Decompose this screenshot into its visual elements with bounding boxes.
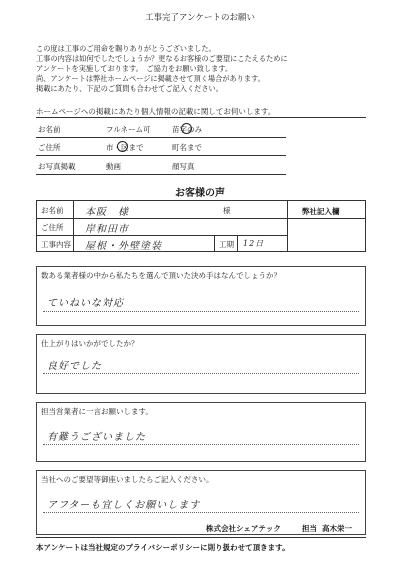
answer-text[interactable]: ていねいな対応: [47, 298, 124, 309]
question-text: 当社へのご要望等御座いましたらご記入ください。: [41, 475, 214, 484]
divider: [37, 218, 287, 219]
name-value[interactable]: 本阪 様: [85, 207, 129, 218]
name-label: お名前: [41, 206, 64, 215]
page-title: 工事完了アンケートのお願い: [145, 13, 255, 23]
period-value[interactable]: 12日: [243, 239, 265, 248]
privacy-label-name: お名前: [38, 125, 61, 134]
voice-heading: お客様の声: [175, 188, 225, 199]
privacy-option-fullname[interactable]: フルネーム可: [106, 125, 151, 134]
question-text: 担当営業者に一言お願いします。: [41, 407, 153, 416]
period-label: 工期: [219, 240, 234, 249]
divider: [37, 235, 287, 236]
address-value[interactable]: 岸和田市: [85, 224, 129, 235]
privacy-label-address: ご住所: [38, 143, 61, 152]
divider: [36, 537, 366, 538]
privacy-label-photo: お写真掲載: [38, 162, 76, 171]
question-box: [36, 334, 366, 394]
question-box: [36, 266, 366, 326]
work-value[interactable]: 屋根・外壁塗装: [85, 241, 162, 252]
divider: [287, 201, 288, 252]
privacy-option-video[interactable]: 動画: [106, 162, 121, 171]
intro-line: 工事の内容は如何でしたでしょうか？更なるお客様のご要望にこたえるために: [36, 54, 288, 63]
divider: [237, 235, 238, 252]
divider: [36, 137, 286, 138]
address-label: ご住所: [41, 223, 64, 232]
intro-line: 掲載にあたり、下記のご質問も合わせてご記入ください。: [36, 84, 223, 93]
work-label: 工事内容: [41, 240, 71, 249]
privacy-option-surname[interactable]: 苗字のみ: [172, 125, 202, 134]
question-text: 仕上がりはいかがでしたか？: [41, 339, 139, 348]
intro-line: この度は工事のご用命を賜りありがとうございました。: [36, 44, 216, 53]
question-box: [36, 402, 366, 462]
divider: [36, 155, 286, 156]
divider: [73, 201, 74, 252]
answer-text[interactable]: アフターも宜しくお願いします: [47, 500, 201, 511]
selected-circle-mark: [181, 123, 192, 134]
honorific: 様: [223, 206, 231, 215]
staff-name: 高木栄一: [322, 524, 352, 533]
privacy-option-town[interactable]: 町名まで: [172, 143, 202, 152]
answer-line: [43, 373, 359, 374]
divider: [36, 117, 366, 118]
divider: [287, 218, 366, 219]
answer-text[interactable]: 有難うございました: [47, 432, 146, 443]
divider: [214, 235, 215, 252]
answer-text[interactable]: 良好でした: [47, 361, 102, 372]
intro-text: [36, 44, 376, 94]
privacy-option-city[interactable]: 市・区まで: [106, 143, 144, 152]
question-text: 数ある業者様の中から私たちを選んで頂いた決め手はなんでしょうか？: [41, 271, 281, 280]
selected-circle-mark: [117, 141, 128, 152]
answer-line: [43, 444, 359, 445]
intro-line: アンケートを実施しております。 ご協力をお願い致します。: [36, 64, 233, 73]
intro-line: 尚、アンケートは弊社ホームページに掲載させて頂く場合があります。: [36, 74, 265, 83]
company-entry-label: 弊社記入欄: [302, 207, 340, 216]
staff-label: 担当: [302, 524, 317, 533]
customer-info-box: [36, 200, 366, 252]
privacy-option-face-photo[interactable]: 顔写真: [172, 162, 195, 171]
company-name: 株式会社シェアテック: [206, 524, 281, 533]
answer-line: [43, 512, 359, 513]
answer-line: [43, 311, 359, 312]
privacy-policy-note: 本アンケートは当社規定のプライバシーポリシーに則り扱わせて頂きます。: [36, 543, 290, 552]
privacy-heading: ホームページへの掲載にあたり個人情報の記載に関してお伺いします。: [36, 107, 276, 116]
divider: [36, 174, 286, 175]
